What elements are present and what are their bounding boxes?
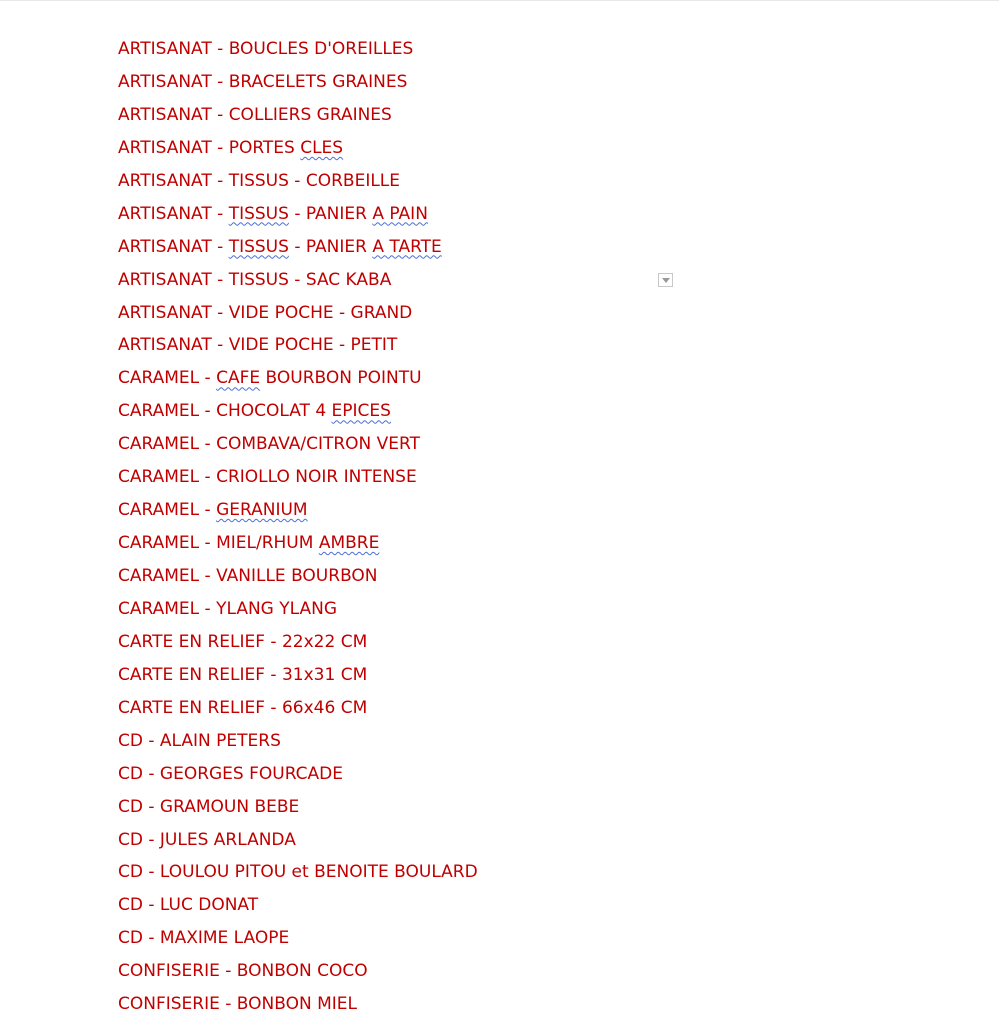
text-segment: CARAMEL - — [118, 368, 217, 389]
list-item — [118, 329, 478, 362]
text-segment: CONFISERIE - BONBON COCO — [118, 961, 368, 982]
text-segment: CARAMEL - YLANG YLANG — [118, 598, 338, 619]
text-segment: ARTISANAT - BOUCLES D'OREILLES — [118, 39, 414, 59]
text-segment: CD - JULES ARLANDA — [118, 829, 296, 850]
text-segment: ARTISANAT - COLLIERS GRAINES — [118, 104, 392, 125]
misspelled-word: TISSUS — [228, 203, 289, 224]
misspelled-word: CAFE — [216, 368, 261, 389]
list-item — [118, 593, 478, 626]
text-segment: CD - ALAIN PETERS — [118, 730, 281, 751]
text-segment: CARTE EN RELIEF - 31x31 CM — [118, 664, 368, 685]
misspelled-word: EPICES — [331, 401, 391, 422]
list-item — [118, 988, 478, 1021]
list-item — [118, 494, 478, 527]
list-item — [118, 791, 478, 824]
list-item — [118, 659, 478, 692]
text-segment: CD - GEORGES FOURCADE — [118, 763, 344, 784]
list-item — [118, 264, 478, 297]
text-segment: CARAMEL - CRIOLLO NOIR INTENSE — [118, 467, 417, 488]
list-item — [118, 955, 478, 988]
text-segment: CARAMEL - COMBAVA/CITRON VERT — [118, 434, 421, 455]
paste-options-button[interactable] — [658, 273, 673, 287]
product-list — [118, 33, 478, 1021]
list-item — [118, 66, 478, 99]
list-item — [118, 428, 478, 461]
misspelled-word: TISSUS — [228, 236, 289, 257]
text-segment: ARTISANAT - PORTES — [118, 137, 301, 158]
list-item — [118, 922, 478, 955]
text-segment: CD - LUC DONAT — [118, 895, 259, 916]
text-segment: BOURBON POINTU — [260, 368, 422, 389]
list-item — [118, 461, 478, 494]
misspelled-word: AMBRE — [318, 533, 380, 554]
misspelled-word: A TARTE — [372, 236, 442, 257]
list-item — [118, 527, 478, 560]
text-segment: CARTE EN RELIEF - 66x46 CM — [118, 697, 368, 718]
list-item — [118, 198, 478, 231]
text-segment: - PANIER — [288, 236, 373, 257]
text-segment: CARTE EN RELIEF - 22x22 CM — [118, 631, 368, 652]
text-segment: ARTISANAT - — [118, 236, 229, 257]
list-item — [118, 560, 478, 593]
misspelled-word: GERANIUM — [216, 500, 308, 521]
text-segment: ARTISANAT - VIDE POCHE - GRAND — [118, 302, 413, 323]
list-item — [118, 99, 478, 132]
list-item — [118, 889, 478, 922]
text-segment: ARTISANAT - — [118, 203, 229, 224]
text-segment: CD - MAXIME LAOPE — [118, 928, 290, 949]
list-item — [118, 132, 478, 165]
text-segment: CD - GRAMOUN BEBE — [118, 796, 300, 817]
misspelled-word: CLES — [300, 137, 344, 158]
text-segment: CARAMEL - CHOCOLAT 4 — [118, 401, 332, 422]
text-segment: CONFISERIE - BONBON MIEL — [118, 994, 358, 1015]
text-segment: ARTISANAT - BRACELETS GRAINES — [118, 71, 408, 92]
text-segment: ARTISANAT - VIDE POCHE - PETIT — [118, 335, 398, 356]
text-segment: CARAMEL - VANILLE BOURBON — [118, 566, 378, 586]
list-item — [118, 362, 478, 395]
page-top-edge — [0, 0, 999, 1]
list-item — [118, 692, 478, 725]
chevron-down-icon — [662, 278, 670, 283]
text-segment: CARAMEL - — [118, 500, 217, 521]
list-item — [118, 33, 478, 66]
text-segment: ARTISANAT - TISSUS - SAC KABA — [118, 269, 392, 290]
list-item — [118, 824, 478, 857]
text-segment: - PANIER — [288, 203, 373, 224]
misspelled-word: A PAIN — [372, 203, 428, 224]
text-segment: ARTISANAT - TISSUS - CORBEILLE — [118, 170, 401, 191]
list-item — [118, 725, 478, 758]
list-item — [118, 165, 478, 198]
list-item — [118, 297, 478, 330]
list-item — [118, 231, 478, 264]
text-segment: CD - LOULOU PITOU et BENOITE BOULARD — [118, 862, 478, 883]
list-item — [118, 395, 478, 428]
list-item — [118, 626, 478, 659]
list-item — [118, 856, 478, 889]
list-item — [118, 758, 478, 791]
text-segment: CARAMEL - MIEL/RHUM — [118, 533, 319, 554]
